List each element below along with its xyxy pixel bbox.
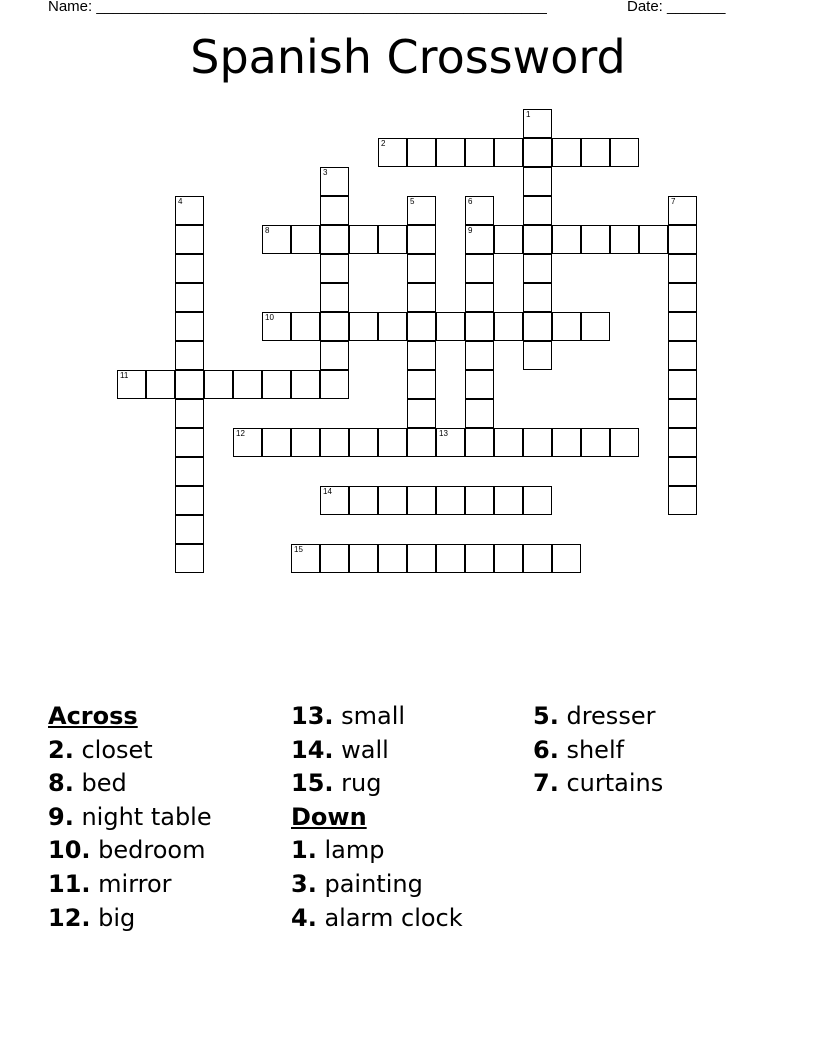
crossword-cell[interactable]: [465, 225, 494, 254]
clue-item: [48, 767, 212, 801]
crossword-cell[interactable]: [175, 399, 204, 428]
clue-text: lamp: [324, 836, 385, 865]
crossword-cell[interactable]: [146, 370, 175, 399]
clue-item: [291, 700, 463, 734]
clue-item: [533, 700, 663, 734]
clue-text: dresser: [566, 702, 656, 730]
crossword-cell[interactable]: [436, 486, 465, 515]
crossword-cell[interactable]: [175, 225, 204, 254]
crossword-cell[interactable]: [523, 167, 552, 196]
crossword-cell[interactable]: [320, 341, 349, 370]
clue-item: [48, 801, 212, 835]
crossword-cell[interactable]: [291, 312, 320, 341]
crossword-cell[interactable]: [175, 254, 204, 283]
crossword-cell[interactable]: [175, 457, 204, 486]
crossword-cell[interactable]: [465, 341, 494, 370]
crossword-cell[interactable]: [262, 312, 291, 341]
crossword-cell[interactable]: [175, 544, 204, 573]
crossword-cell[interactable]: [320, 283, 349, 312]
crossword-cell[interactable]: [407, 370, 436, 399]
clue-number: 4.: [291, 903, 317, 932]
crossword-cell[interactable]: [523, 225, 552, 254]
crossword-cell[interactable]: [523, 312, 552, 341]
crossword-cell[interactable]: [378, 486, 407, 515]
crossword-cell[interactable]: [320, 254, 349, 283]
crossword-cell[interactable]: [175, 341, 204, 370]
date-field-label: Date: _______: [627, 0, 726, 15]
clue-number: 2.: [48, 735, 74, 764]
crossword-cell[interactable]: [465, 544, 494, 573]
clue-cell-number: 1: [526, 110, 531, 119]
clue-cell-number: 6: [468, 197, 473, 206]
clue-text: curtains: [566, 769, 664, 798]
crossword-cell[interactable]: [494, 138, 523, 167]
clue-item: [291, 902, 463, 936]
crossword-cell[interactable]: [407, 544, 436, 573]
clue-item: [48, 834, 212, 868]
crossword-cell[interactable]: [349, 312, 378, 341]
crossword-cell[interactable]: [465, 399, 494, 428]
crossword-cell[interactable]: [407, 254, 436, 283]
clue-column-3: [533, 700, 663, 801]
crossword-cell[interactable]: [668, 196, 697, 225]
crossword-cell[interactable]: [320, 428, 349, 457]
crossword-cell[interactable]: [668, 254, 697, 283]
crossword-cell[interactable]: [320, 196, 349, 225]
clue-text: wall: [341, 735, 389, 764]
clue-number: 12.: [48, 903, 91, 932]
clue-number: 8.: [48, 769, 74, 798]
crossword-cell[interactable]: [523, 486, 552, 515]
page-title: Spanish Crossword: [190, 30, 626, 84]
clue-cell-number: 8: [265, 226, 270, 235]
crossword-cell[interactable]: [494, 486, 523, 515]
clue-item: [48, 734, 212, 768]
clue-cell-number: 5: [410, 197, 415, 206]
crossword-cell[interactable]: [175, 196, 204, 225]
clue-cell-number: 15: [294, 545, 303, 554]
crossword-cell[interactable]: [668, 428, 697, 457]
crossword-cell[interactable]: [349, 486, 378, 515]
crossword-cell[interactable]: [175, 515, 204, 544]
crossword-cell[interactable]: [378, 225, 407, 254]
crossword-cell[interactable]: [523, 283, 552, 312]
crossword-cell[interactable]: [436, 544, 465, 573]
crossword-cell[interactable]: [465, 486, 494, 515]
clue-item: [291, 734, 463, 768]
clue-text: bedroom: [98, 836, 206, 865]
crossword-cell[interactable]: [494, 312, 523, 341]
crossword-cell[interactable]: [407, 486, 436, 515]
crossword-cell[interactable]: [523, 341, 552, 370]
crossword-cell[interactable]: [378, 138, 407, 167]
crossword-cell[interactable]: [175, 283, 204, 312]
crossword-cell[interactable]: [523, 254, 552, 283]
crossword-cell[interactable]: [320, 370, 349, 399]
crossword-cell[interactable]: [581, 312, 610, 341]
clue-item: [533, 734, 663, 768]
clue-item: [533, 767, 663, 801]
crossword-cell[interactable]: [552, 138, 581, 167]
crossword-cell[interactable]: [262, 428, 291, 457]
crossword-cell[interactable]: [465, 138, 494, 167]
crossword-cell[interactable]: [523, 138, 552, 167]
clue-cell-number: 7: [671, 197, 676, 206]
crossword-cell[interactable]: [552, 428, 581, 457]
clue-text: mirror: [98, 869, 172, 898]
clue-text: shelf: [566, 735, 625, 764]
clue-item: [291, 868, 463, 902]
clue-cell-number: 10: [265, 313, 274, 322]
clue-cell-number: 9: [468, 226, 473, 235]
crossword-cell[interactable]: [291, 544, 320, 573]
clue-number: 9.: [48, 802, 74, 831]
clue-number: 7.: [533, 769, 559, 798]
clue-cell-number: 4: [178, 197, 183, 206]
crossword-cell[interactable]: [465, 196, 494, 225]
clue-cell-number: 14: [323, 487, 332, 496]
clue-text: small: [341, 702, 406, 730]
crossword-cell[interactable]: [320, 544, 349, 573]
clue-cell-number: 13: [439, 429, 448, 438]
clue-text: rug: [341, 769, 382, 798]
crossword-cell[interactable]: [407, 428, 436, 457]
crossword-cell[interactable]: [291, 370, 320, 399]
crossword-cell[interactable]: [523, 428, 552, 457]
clue-number: 10.: [48, 836, 91, 865]
clue-item: [291, 834, 463, 868]
clue-number: 1.: [291, 836, 317, 865]
crossword-cell[interactable]: [523, 196, 552, 225]
crossword-cell[interactable]: [262, 225, 291, 254]
crossword-cell[interactable]: [465, 312, 494, 341]
crossword-cell[interactable]: [465, 370, 494, 399]
clue-item: [48, 902, 212, 936]
crossword-cell[interactable]: [407, 312, 436, 341]
crossword-cell[interactable]: [581, 225, 610, 254]
crossword-cell[interactable]: [407, 196, 436, 225]
crossword-cell[interactable]: [465, 254, 494, 283]
clue-cell-number: 3: [323, 168, 328, 177]
crossword-cell[interactable]: [378, 428, 407, 457]
clue-cell-number: 12: [236, 429, 245, 438]
crossword-cell[interactable]: [610, 138, 639, 167]
crossword-cell[interactable]: [175, 370, 204, 399]
crossword-cell[interactable]: [668, 399, 697, 428]
crossword-cell[interactable]: [291, 225, 320, 254]
clue-number: 15.: [291, 769, 334, 798]
clue-number: 11.: [48, 869, 91, 898]
crossword-cell[interactable]: [494, 225, 523, 254]
crossword-cell[interactable]: [552, 225, 581, 254]
crossword-cell[interactable]: [523, 544, 552, 573]
clue-column-2: [291, 700, 463, 935]
crossword-cell[interactable]: [233, 370, 262, 399]
crossword-cell[interactable]: [668, 486, 697, 515]
clue-text: painting: [324, 869, 423, 898]
crossword-cell[interactable]: [407, 399, 436, 428]
crossword-cell[interactable]: [175, 486, 204, 515]
crossword-cell[interactable]: [552, 312, 581, 341]
crossword-cell[interactable]: [552, 544, 581, 573]
crossword-cell[interactable]: [349, 544, 378, 573]
crossword-cell[interactable]: [407, 283, 436, 312]
clue-cell-number: 2: [381, 139, 386, 148]
crossword-cell[interactable]: [320, 225, 349, 254]
crossword-cell[interactable]: [233, 428, 262, 457]
name-field-label: Name: ______________________________________________________: [48, 0, 547, 15]
crossword-cell[interactable]: [639, 225, 668, 254]
crossword-cell[interactable]: [668, 312, 697, 341]
clue-item: [291, 767, 463, 801]
crossword-cell[interactable]: [436, 428, 465, 457]
crossword-cell[interactable]: [610, 428, 639, 457]
crossword-cell[interactable]: [378, 312, 407, 341]
crossword-cell[interactable]: [465, 428, 494, 457]
clue-item: [48, 868, 212, 902]
crossword-cell[interactable]: [291, 428, 320, 457]
clue-text: closet: [81, 735, 153, 764]
clue-column-1: [48, 700, 212, 935]
crossword-cell[interactable]: [610, 225, 639, 254]
crossword-cell[interactable]: [117, 370, 146, 399]
crossword-cell[interactable]: [320, 167, 349, 196]
clue-text: night table: [81, 802, 212, 831]
crossword-cell[interactable]: [668, 370, 697, 399]
crossword-cell[interactable]: [175, 428, 204, 457]
crossword-cell[interactable]: [668, 283, 697, 312]
crossword-cell[interactable]: [407, 138, 436, 167]
clue-text: big: [98, 903, 136, 932]
clue-number: 5.: [533, 702, 559, 730]
clue-number: 13.: [291, 702, 334, 730]
crossword-cell[interactable]: [349, 428, 378, 457]
down-heading: Down: [291, 802, 367, 831]
crossword-cell[interactable]: [204, 370, 233, 399]
crossword-cell[interactable]: [175, 312, 204, 341]
crossword-cell[interactable]: [581, 428, 610, 457]
crossword-cell[interactable]: [523, 109, 552, 138]
clue-number: 14.: [291, 735, 334, 764]
crossword-cell[interactable]: [436, 138, 465, 167]
across-heading: Across: [48, 702, 138, 730]
crossword-cell[interactable]: [465, 283, 494, 312]
crossword-cell[interactable]: [668, 225, 697, 254]
clue-number: 3.: [291, 869, 317, 898]
crossword-cell[interactable]: [668, 457, 697, 486]
crossword-cell[interactable]: [581, 138, 610, 167]
crossword-cell[interactable]: [378, 544, 407, 573]
clue-number: 6.: [533, 735, 559, 764]
crossword-cell[interactable]: [320, 312, 349, 341]
crossword-cell[interactable]: [668, 341, 697, 370]
crossword-cell[interactable]: [436, 312, 465, 341]
crossword-cell[interactable]: [349, 225, 378, 254]
clue-text: bed: [81, 769, 127, 798]
crossword-cell[interactable]: [494, 544, 523, 573]
crossword-cell[interactable]: [407, 341, 436, 370]
crossword-cell[interactable]: [262, 370, 291, 399]
crossword-cell[interactable]: [320, 486, 349, 515]
clue-cell-number: 11: [120, 371, 129, 380]
clue-text: alarm clock: [324, 903, 463, 932]
crossword-cell[interactable]: [407, 225, 436, 254]
crossword-cell[interactable]: [494, 428, 523, 457]
